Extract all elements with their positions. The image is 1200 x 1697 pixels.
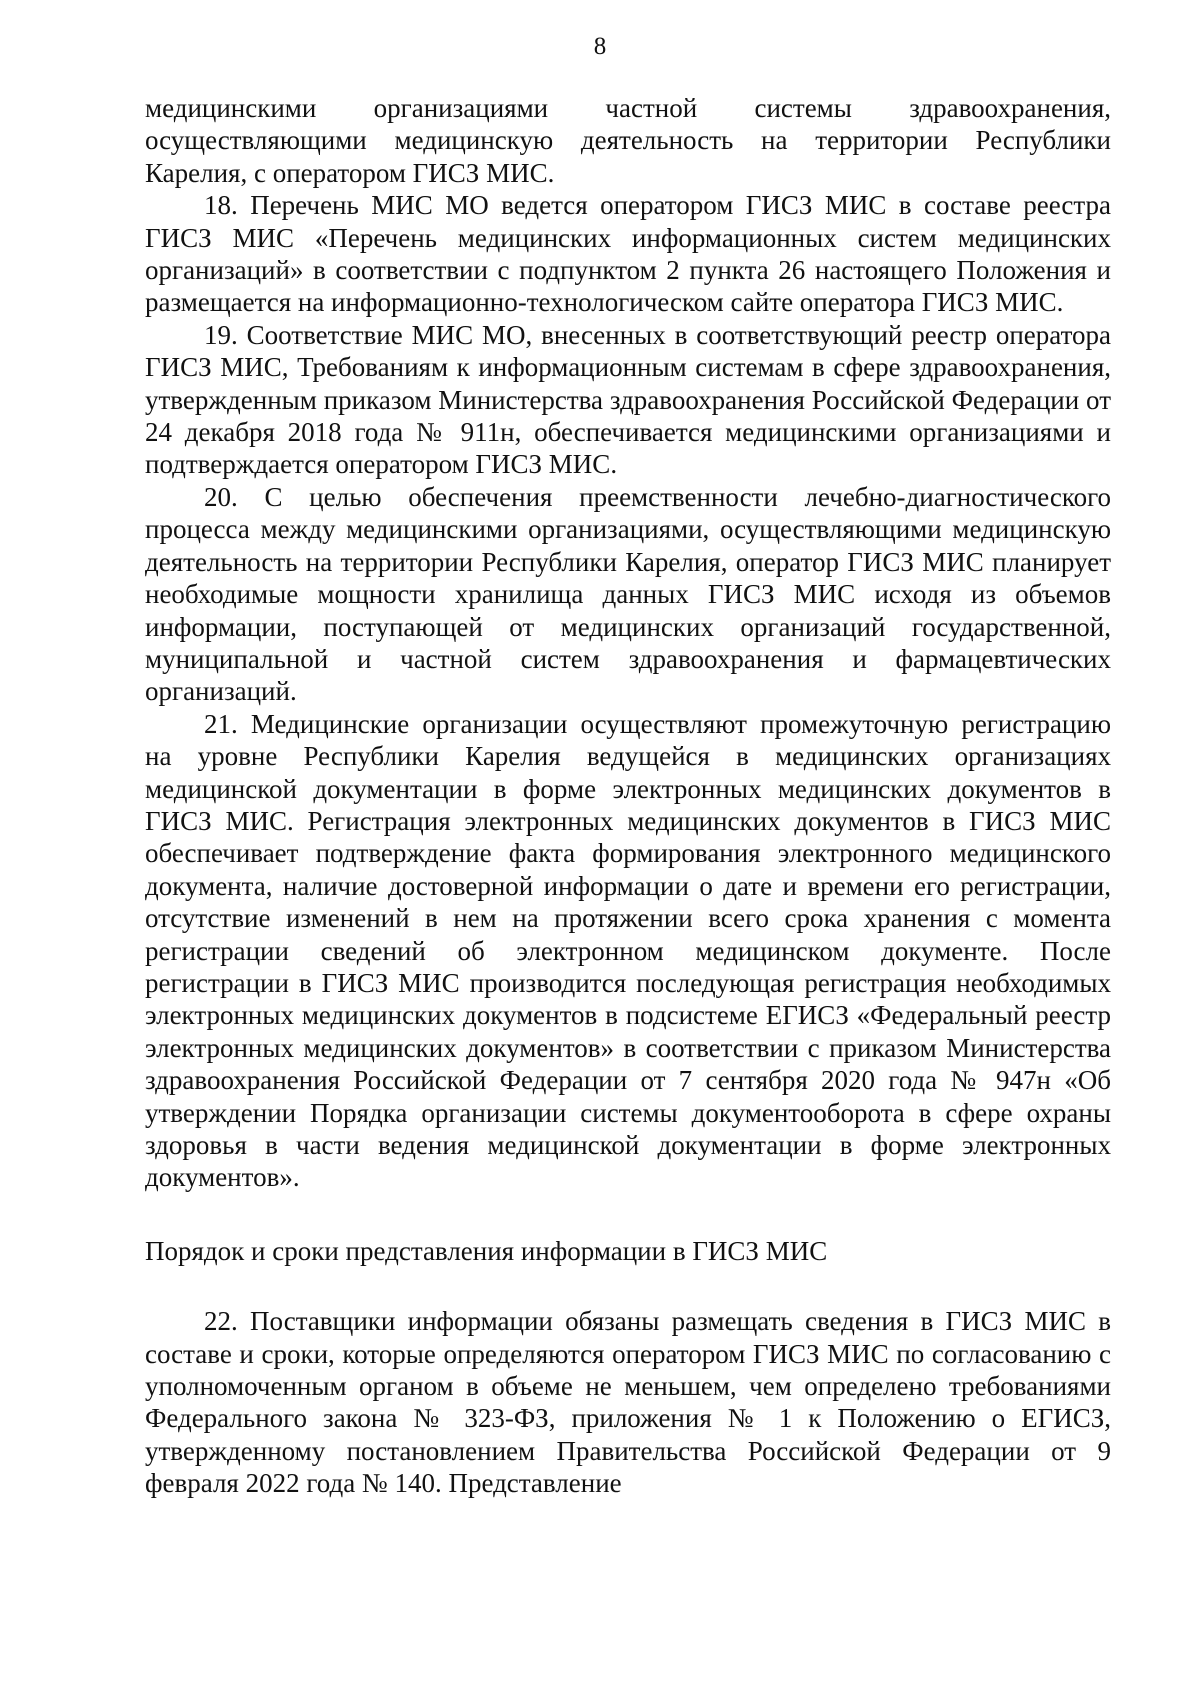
paragraph-18: 18. Перечень МИС МО ведется оператором ГИСЗ МИС в составе реестра ГИСЗ МИС «Перечень медицинских информационных систем медицинских организаций» в соответствии с подпунктом 2 пункта 26 настоящего Положения и размещается на информационно-технологическом сайте оператора ГИСЗ МИС. — [145, 190, 1111, 318]
section-heading: Порядок и сроки представления информации в ГИСЗ МИС — [145, 1235, 828, 1266]
page-number: 8 — [593, 33, 607, 60]
document-body — [145, 92, 1111, 1500]
paragraph-21: 21. Медицинские организации осуществляют промежуточную регистрацию на уровне Республики Карелия ведущейся в медицинских организациях медицинской документации в форме электронных медицинских документов в ГИСЗ МИС. Регистрация электронных медицинских документов в ГИСЗ МИС обеспечивает подтверждение факта формирования электронного медицинского документа, наличие достоверной информации о дате и времени его регистрации, отсутствие изменений в нем на протяжении всего срока хранения с момента регистрации сведений об электронном медицинском документе. После регистрации в ГИСЗ МИС производится последующая регистрация необходимых электронных медицинских документов в подсистеме ЕГИСЗ «Федеральный реестр электронных медицинских документов» в соответствии с приказом Министерства здравоохранения Российской Федерации от 7 сентября 2020 года № 947н «Об утверждении Порядка организации системы документооборота в сфере охраны здоровья в части ведения медицинской документации в форме электронных документов». — [145, 708, 1111, 1193]
paragraph-19: 19. Соответствие МИС МО, внесенных в соответствующий реестр оператора ГИСЗ МИС, Требованиям к информационным системам в сфере здравоохранения, утвержденным приказом Министерства здравоохранения Российской Федерации от 24 декабря 2018 года № 911н, обеспечивается медицинскими организациями и подтверждается оператором ГИСЗ МИС. — [145, 319, 1111, 480]
paragraph-22: 22. Поставщики информации обязаны размещать сведения в ГИСЗ МИС в составе и сроки, которые определяются оператором ГИСЗ МИС по согласованию с уполномоченным органом в объеме не меньшем, чем определено требованиями Федерального закона № 323-ФЗ, приложения № 1 к Положению о ЕГИСЗ, утвержденному постановлением Правительства Российской Федерации от 9 февраля 2022 года № 140. Представление — [145, 1306, 1111, 1499]
paragraph-continued: медицинскими организациями частной системы здравоохранения, осуществляющими медицинскую деятельность на территории Республики Карелия, с оператором ГИСЗ МИС. — [145, 93, 1111, 188]
paragraph-20: 20. С целью обеспечения преемственности лечебно-диагностического процесса между медицинскими организациями, осуществляющими медицинскую деятельность на территории Республики Карелия, оператор ГИСЗ МИС планирует необходимые мощности хранилища данных ГИСЗ МИС исходя из объемов информации, поступающей от медицинских организаций государственной, муниципальной и частной систем здравоохранения и фармацевтических организаций. — [145, 481, 1111, 707]
